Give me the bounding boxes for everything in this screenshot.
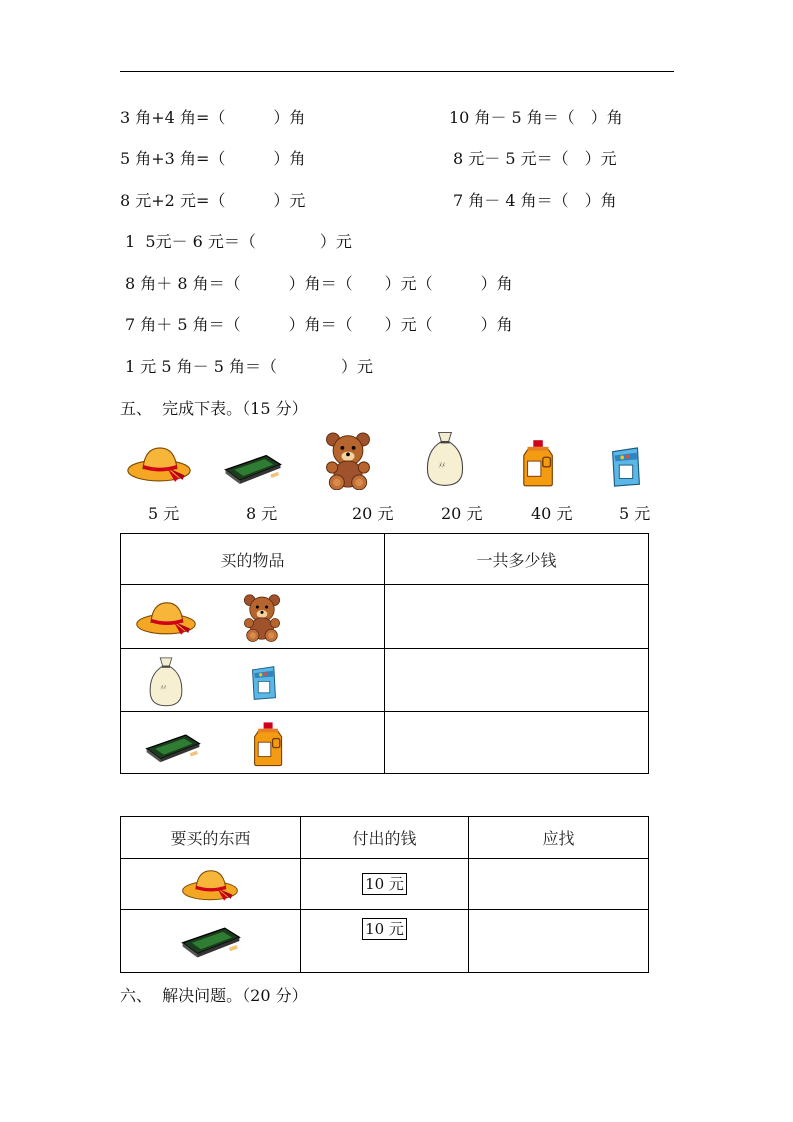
items-cell: [121, 585, 385, 649]
flour-sack-icon: [147, 653, 185, 709]
teddy-bear-icon: [320, 430, 376, 490]
oil-bottle-icon: [520, 438, 558, 488]
answer-cell[interactable]: [385, 649, 649, 712]
straw-hat-icon: [135, 597, 197, 637]
price-chalkboard: 8 元: [246, 504, 278, 523]
price-bottle: 40 元: [531, 504, 573, 523]
equation-right-1: 10 角－ 5 角＝（ ）角: [449, 108, 623, 127]
table-row: [121, 585, 649, 649]
paid-cell: [301, 859, 469, 910]
section-5-title: 五、 完成下表。（15 分）: [120, 399, 308, 418]
header-money-paid: 付出的钱: [301, 817, 469, 859]
price-sack: 20 元: [441, 504, 483, 523]
oil-bottle-icon: [251, 720, 287, 768]
section-6-title: 六、 解决问题。（20 分）: [120, 986, 308, 1005]
item-cell: [121, 859, 301, 910]
snack-bag-icon: [608, 446, 644, 488]
equation-full-4: 1 元 5 角－ 5 角＝（ ）元: [125, 357, 373, 376]
answer-cell[interactable]: [385, 585, 649, 649]
straw-hat-icon: [126, 442, 192, 484]
chalkboard-icon: [179, 922, 243, 960]
chalkboard-icon: [143, 730, 203, 764]
paid-cell: [301, 910, 469, 973]
items-cell: [121, 649, 385, 712]
price-snack: 5 元: [619, 504, 651, 523]
equation-left-3: 8 元+2 元=（ ）元: [120, 191, 306, 210]
equation-right-3: 7 角－ 4 角＝（ ）角: [453, 191, 617, 210]
items-cell: [121, 712, 385, 774]
chalkboard-icon: [222, 450, 284, 486]
header-rule: [120, 71, 674, 72]
equation-full-3: 7 角＋ 5 角＝（ ）角＝（ ）元（ ）角: [125, 315, 513, 334]
table-row: [121, 712, 649, 774]
answer-cell[interactable]: [385, 712, 649, 774]
paid-amount: 10 元: [362, 918, 407, 940]
answer-cell[interactable]: [469, 859, 649, 910]
header-total-cost: 一共多少钱: [385, 534, 649, 585]
header-change: 应找: [469, 817, 649, 859]
price-hat: 5 元: [148, 504, 180, 523]
table-row: [121, 859, 649, 910]
equation-left-1: 3 角+4 角=（ ）角: [120, 108, 306, 127]
item-cell: [121, 910, 301, 973]
snack-bag-icon: [249, 665, 279, 701]
equation-right-2: 8 元－ 5 元＝（ ）元: [453, 149, 617, 168]
change-table: [120, 816, 649, 973]
paid-amount: 10 元: [362, 873, 407, 895]
purchase-table: [120, 533, 649, 774]
straw-hat-icon: [181, 865, 239, 903]
teddy-bear-icon: [239, 591, 285, 643]
equation-left-2: 5 角+3 角=（ ）角: [120, 149, 306, 168]
answer-cell[interactable]: [469, 910, 649, 973]
header-item-to-buy: 要买的东西: [121, 817, 301, 859]
flour-sack-icon: [424, 428, 466, 488]
table-row: [121, 649, 649, 712]
header-items-bought: 买的物品: [121, 534, 385, 585]
equation-full-1: 1 5元－ 6 元＝（ ）元: [125, 232, 352, 251]
equation-full-2: 8 角＋ 8 角＝（ ）角＝（ ）元（ ）角: [125, 274, 513, 293]
price-bear: 20 元: [352, 504, 394, 523]
table-row: [121, 910, 649, 973]
